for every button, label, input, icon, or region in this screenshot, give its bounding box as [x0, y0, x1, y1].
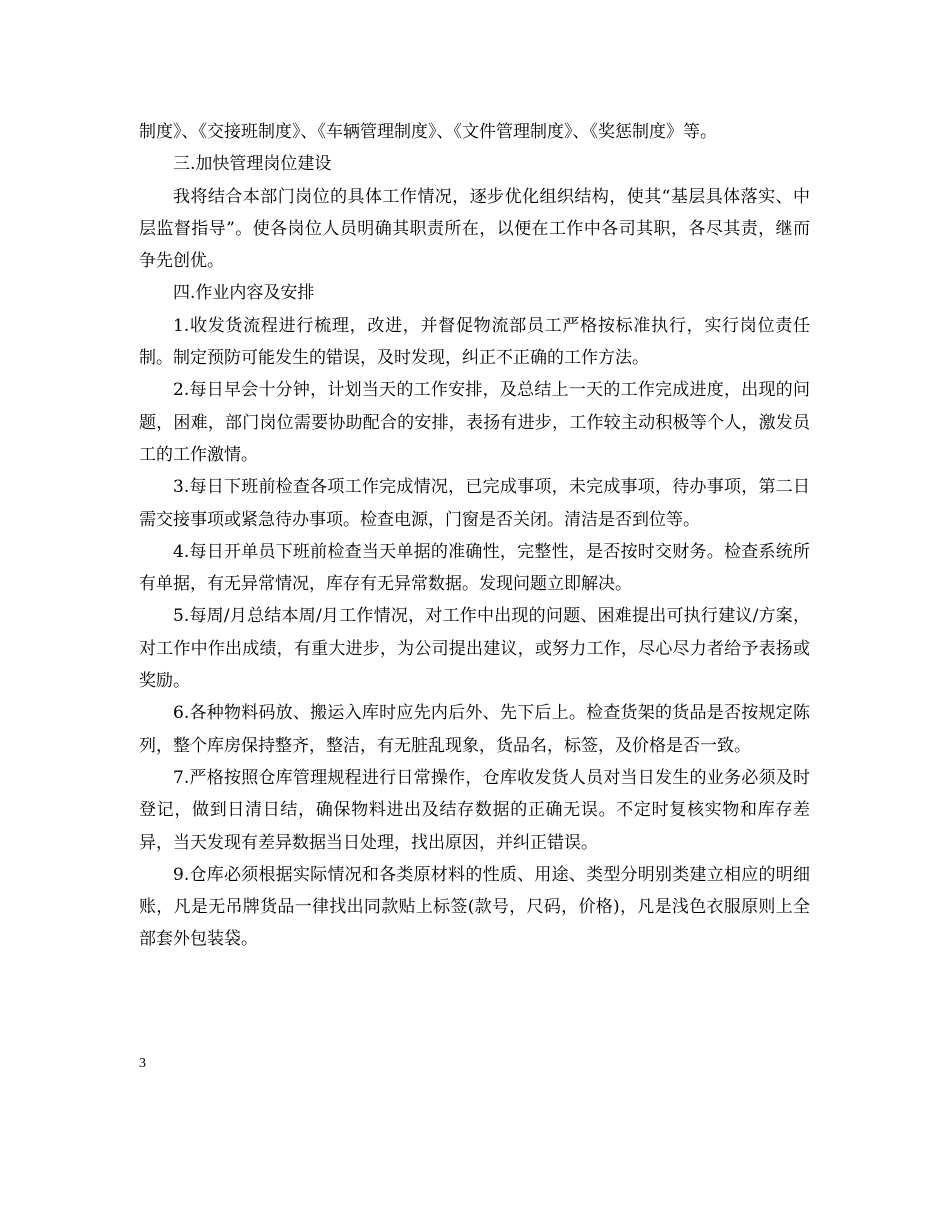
section-heading-4: 四.作业内容及安排	[173, 283, 315, 304]
list-item-7: 7.严格按照仓库管理规程进行日常操作，仓库收发货人员对当日发生的业务必须及时登记，做到日清日结，确保物料进出及结存数据的正确无误。不定时复核实物和库存差异，当天发现有差异数据当日处理，找出原因，并纠正错误。	[139, 767, 810, 853]
document-body	[139, 116, 810, 956]
list-item-4: 4.每日开单员下班前检查当天单据的准确性，完整性，是否按时交财务。检查系统所有单据，有无异常情况，库存有无异常数据。发现问题立即解决。	[139, 541, 810, 595]
list-item-9: 9.仓库必须根据实际情况和各类原材料的性质、用途、类型分明别类建立相应的明细账，凡是无吊牌货品一律找出同款贴上标签(款号，尺码，价格)，凡是浅色衣服原则上全部套外包装袋。	[139, 864, 810, 950]
list-item-5: 5.每周/月总结本周/月工作情况，对工作中出现的问题、困难提出可执行建议/方案，对工作中作出成绩，有重大进步，为公司提出建议，或努力工作，尽心尽力者给予表扬或奖励。	[139, 606, 810, 692]
list-item-1: 1.收发货流程进行梳理，改进，并督促物流部员工严格按标准执行，实行岗位责任制。制定预防可能发生的错误，及时发现，纠正不正确的工作方法。	[139, 315, 810, 369]
section-heading-3: 三.加快管理岗位建设	[173, 154, 332, 175]
list-item-6: 6.各种物料码放、搬运入库时应先内后外、先下后上。检查货架的货品是否按规定陈列，整个库房保持整齐，整洁，有无脏乱现象，货品名，标签，及价格是否一致。	[139, 703, 810, 756]
list-item-2: 2.每日早会十分钟，计划当天的工作安排，及总结上一天的工作完成进度，出现的问题，困难，部门岗位需要协助配合的安排，表扬有进步，工作较主动积极等个人，激发员工的工作激情。	[139, 380, 810, 465]
list-item-3: 3.每日下班前检查各项工作完成情况，已完成事项，未完成事项，待办事项，第二日需交接事项或紧急待办事项。检查电源，门窗是否关闭。清洁是否到位等。	[139, 477, 810, 530]
paragraph-continued-list: 制度》、《交接班制度》、《车辆管理制度》、《文件管理制度》、《奖惩制度》等。	[139, 122, 717, 142]
paragraph-org-structure: 我将结合本部门岗位的具体工作情况，逐步优化组织结构，使其“基层具体落实、中层监督指导”。使各岗位人员明确其职责所在，以便在工作中各司其职，各尽其责，继而争先创优。	[139, 186, 810, 272]
page-number: 3	[139, 1056, 146, 1071]
